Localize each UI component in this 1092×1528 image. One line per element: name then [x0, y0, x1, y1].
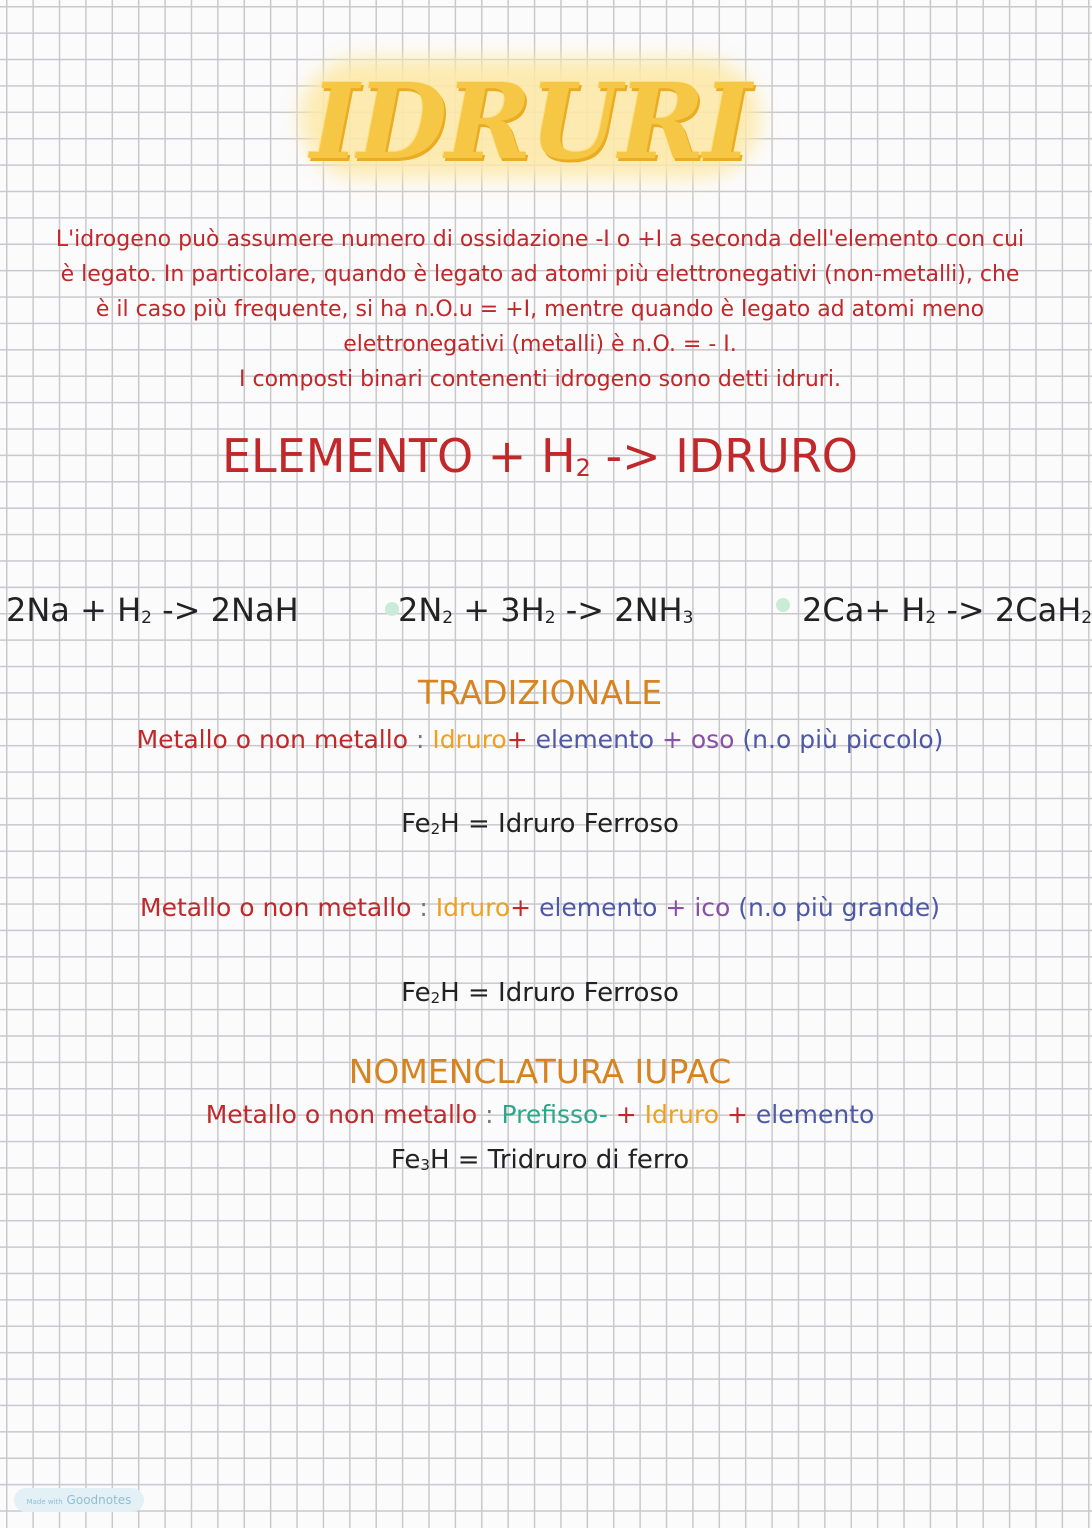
reaction-sodium — [6, 588, 299, 640]
equation-left: ELEMENTO + H — [221, 429, 576, 483]
rule-plus: + — [506, 725, 536, 754]
intro-line: I composti binari contenenti idrogeno sono detti idruri. — [239, 367, 841, 392]
reaction-subscript: 3 — [682, 608, 694, 628]
section-title-iupac: NOMENCLATURA IUPAC — [348, 1052, 732, 1091]
rule-prefix: Metallo o non metallo — [140, 893, 412, 922]
rule-colon: : — [477, 1100, 502, 1129]
example-iupac — [0, 1142, 1080, 1183]
rule-prefix: Metallo o non metallo — [136, 725, 408, 754]
rule-prefix: Metallo o non metallo — [205, 1100, 478, 1129]
example-part: H = Tridruro di ferro — [429, 1145, 690, 1175]
reaction-subscript: 2 — [442, 608, 454, 628]
badge-small-text: Made with — [26, 1498, 63, 1506]
equation-right: -> IDRURO — [590, 429, 859, 483]
title-block — [290, 40, 770, 200]
reaction-calcium — [802, 588, 1092, 640]
rule-colon: : — [411, 893, 436, 922]
rule-note: (n.o più grande) — [730, 893, 940, 922]
reaction-part: -> 2NH — [555, 591, 683, 629]
example-subscript: 2 — [430, 820, 441, 838]
rule-elemento: elemento — [535, 725, 655, 754]
example-part: H = Idruro Ferroso — [440, 809, 679, 839]
rule-suffix: oso — [690, 725, 735, 754]
rule-plus: + — [657, 893, 695, 922]
example-part: Fe — [401, 809, 431, 839]
example-part: Fe — [390, 1145, 421, 1175]
reaction-part: 2Na + H — [6, 591, 142, 629]
example-subscript: 2 — [430, 989, 441, 1007]
example-oso — [0, 806, 1080, 847]
reaction-part: 2Ca+ H — [802, 591, 926, 629]
example-ico — [0, 975, 1080, 1016]
rule-colon: : — [408, 725, 433, 754]
reaction-nitrogen — [398, 588, 693, 640]
rule-elemento: elemento — [755, 1100, 875, 1129]
section-title-tradizionale: TRADIZIONALE — [417, 673, 663, 712]
reaction-part: -> 2CaH — [936, 591, 1082, 629]
rule-plus: + — [719, 1100, 756, 1129]
page-title: IDRURI — [310, 60, 750, 183]
example-part: Fe — [401, 978, 431, 1008]
rule-oso — [0, 722, 1080, 758]
badge-brand: Goodnotes — [66, 1493, 132, 1507]
intro-line: L'idrogeno può assumere numero di ossidazione -I o +I a seconda dell'elemento con cui — [55, 227, 1025, 252]
intro-line: elettronegativi (metalli) è n.O. = - I. — [343, 332, 737, 357]
reaction-subscript: 2 — [141, 608, 152, 628]
reaction-part: 2N — [398, 591, 443, 629]
rule-elemento: elemento — [539, 893, 658, 922]
reaction-part: -> 2NaH — [151, 591, 299, 629]
example-part: H = Idruro Ferroso — [440, 978, 679, 1008]
reaction-subscript: 2 — [544, 608, 556, 628]
rule-plus: + — [510, 893, 540, 922]
rule-prefisso: Prefisso- — [501, 1100, 608, 1129]
general-equation — [0, 428, 1080, 496]
goodnotes-badge — [14, 1488, 144, 1512]
rule-idruro: Idruro — [435, 893, 511, 922]
reaction-subscript: 2 — [925, 608, 937, 628]
reaction-subscript: 2 — [1081, 608, 1092, 628]
intro-line: è legato. In particolare, quando è legato ad atomi più elettronegativi (non-metalli), che — [60, 262, 1020, 287]
bullet-dot — [776, 598, 790, 612]
intro-line: è il caso più frequente, si ha n.O.u = +I, mentre quando è legato ad atomi meno — [95, 297, 985, 322]
rule-note: (n.o più piccolo) — [734, 725, 944, 754]
equation-subscript: 2 — [575, 454, 591, 482]
bullet-dot — [385, 602, 399, 616]
rule-suffix: ico — [694, 893, 731, 922]
rule-ico — [0, 890, 1080, 926]
reaction-part: + 3H — [453, 591, 545, 629]
intro-paragraph — [20, 222, 1060, 397]
rule-plus: + — [654, 725, 691, 754]
example-subscript: 3 — [420, 1156, 430, 1174]
rule-idruro: Idruro — [644, 1100, 720, 1129]
rule-plus: + — [607, 1100, 645, 1129]
rule-iupac — [0, 1097, 1080, 1133]
rule-idruro: Idruro — [432, 725, 507, 754]
